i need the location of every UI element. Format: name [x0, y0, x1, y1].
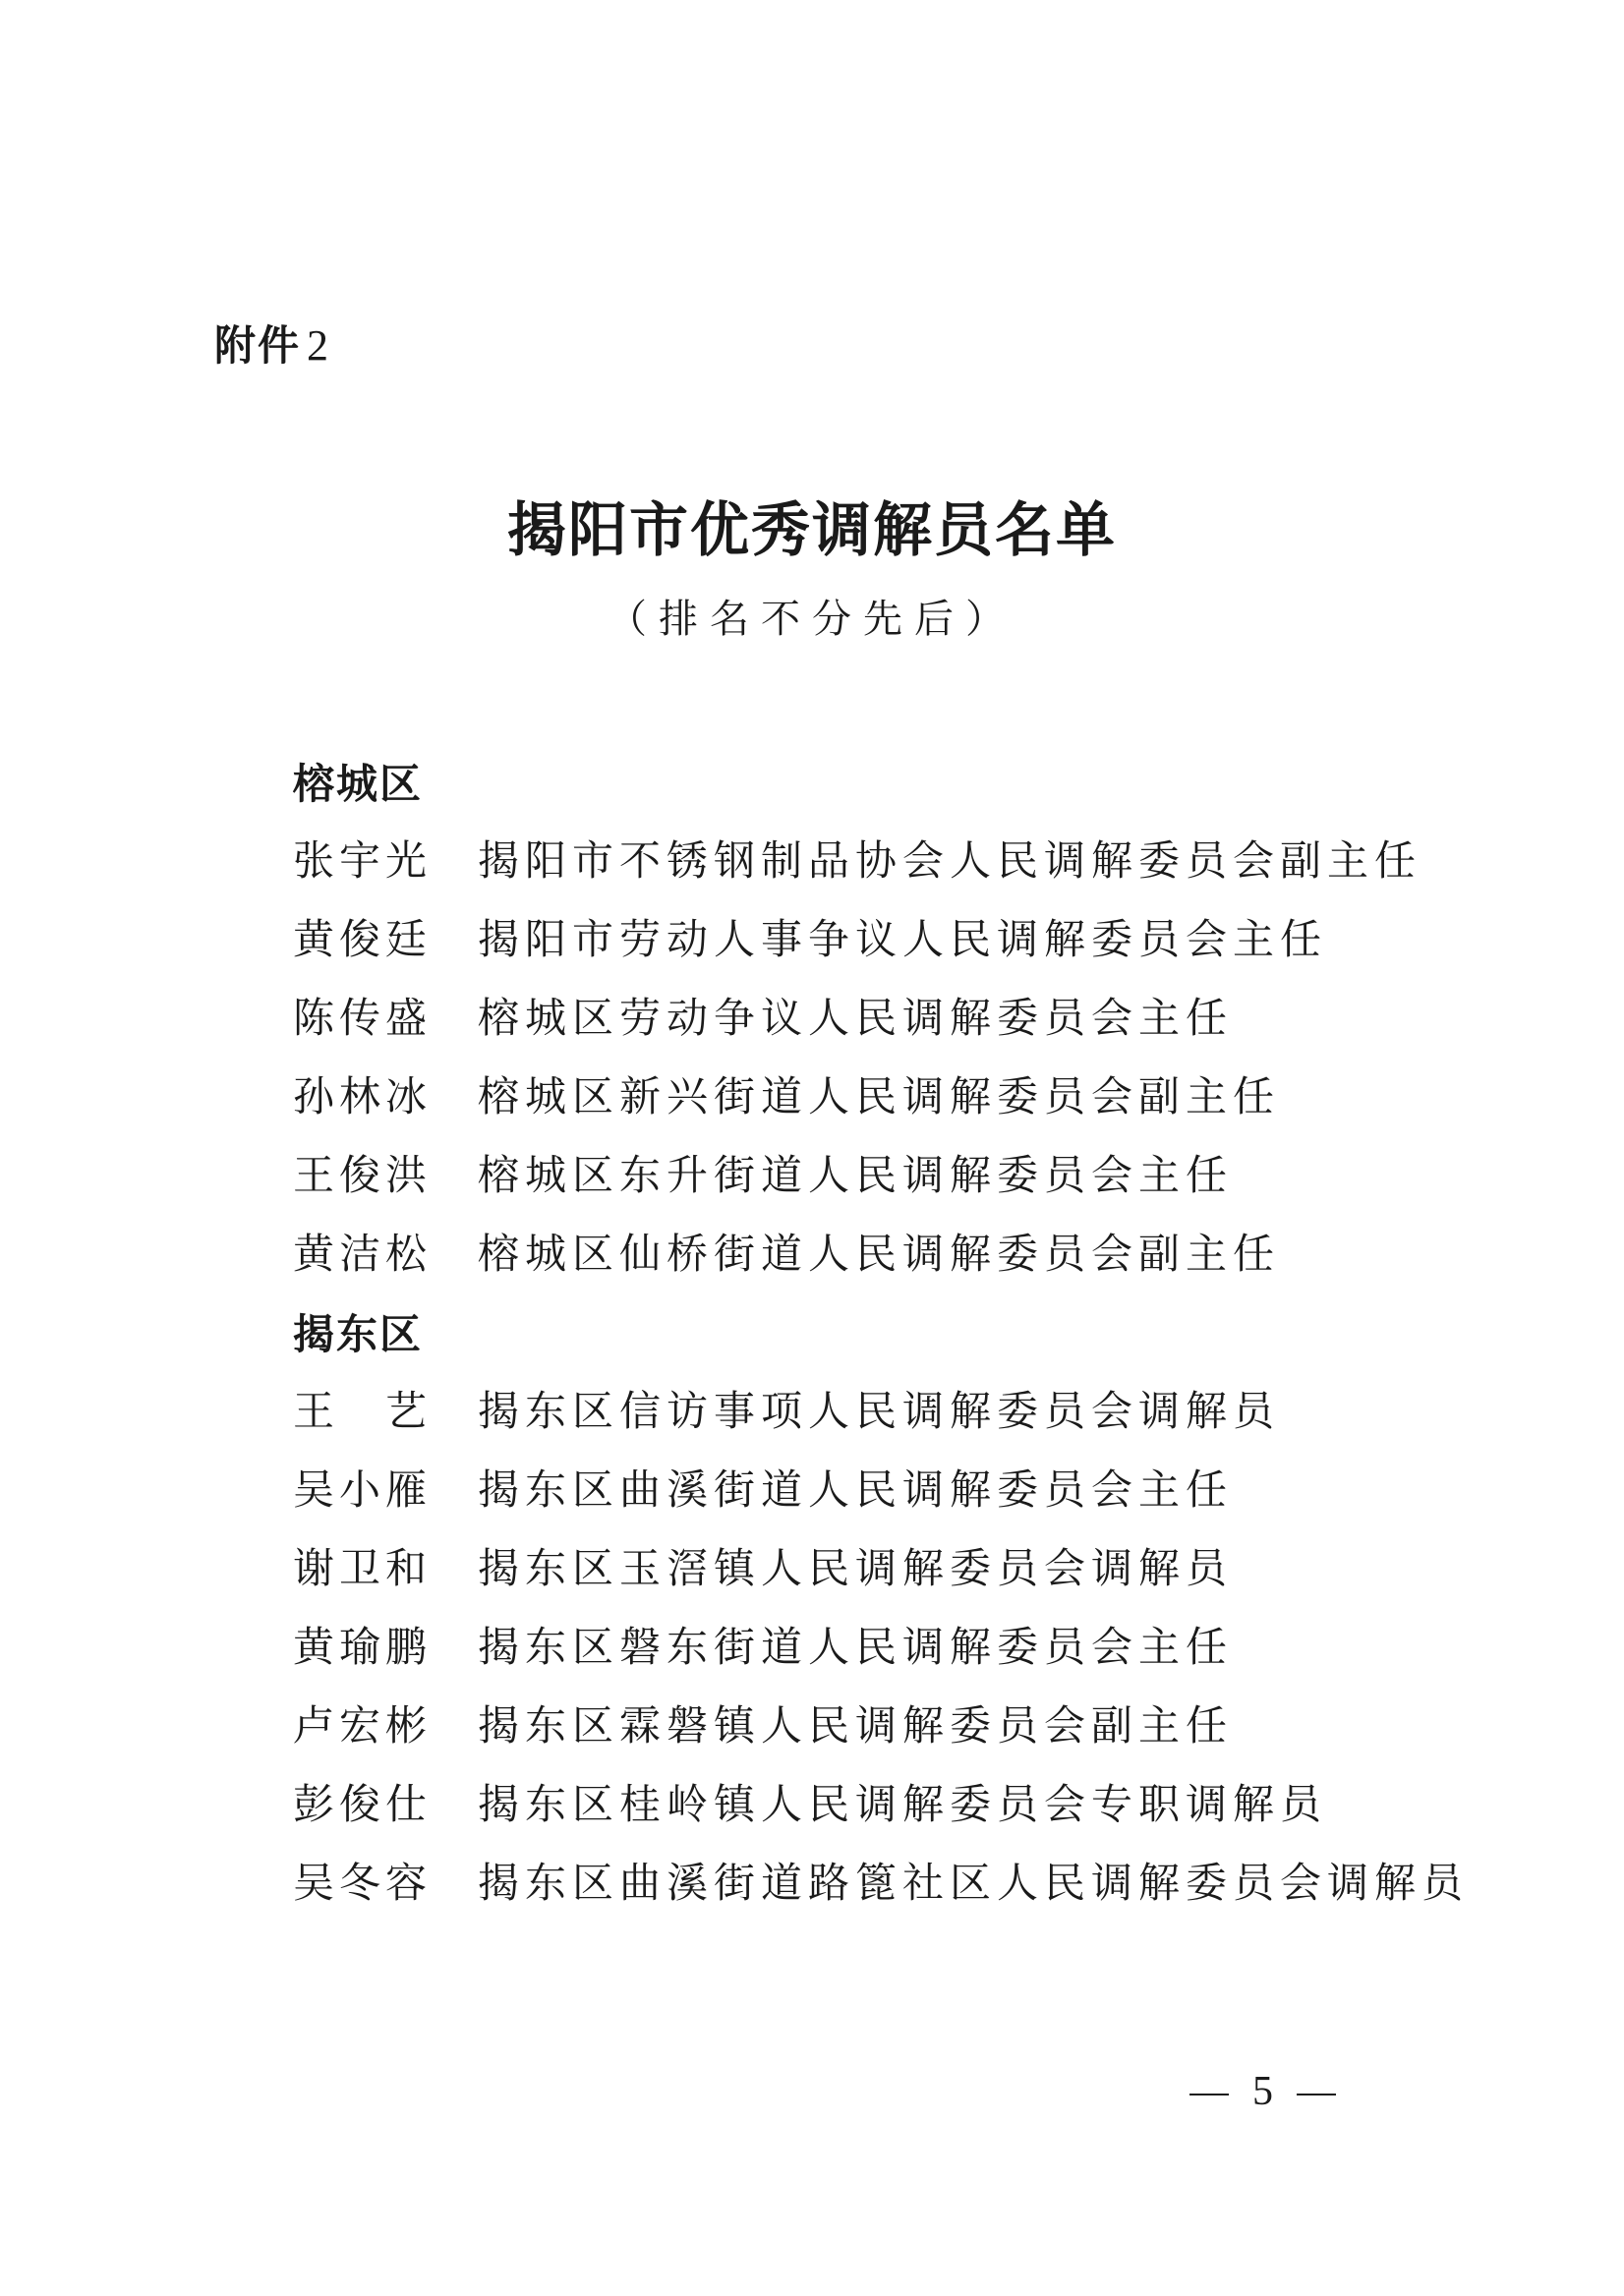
name-char: 黄	[293, 1230, 335, 1278]
name-char: 艺	[384, 1387, 427, 1435]
page-number-value: 5	[1252, 2069, 1273, 2114]
name-char: 仕	[384, 1780, 427, 1828]
mediator-name	[293, 830, 427, 892]
mediator-name	[293, 1616, 427, 1679]
name-char: 俊	[338, 1151, 380, 1199]
name-char: 张	[293, 836, 335, 885]
name-char: 彭	[293, 1780, 335, 1828]
name-char: 宇	[338, 836, 380, 885]
mediator-name	[293, 1223, 427, 1286]
name-char: 冬	[338, 1859, 380, 1907]
name-char: 廷	[384, 915, 427, 963]
name-char: 洁	[338, 1230, 380, 1278]
mediator-position: 榕城区劳动争议人民调解委员会主任	[478, 994, 1234, 1042]
mediator-name	[293, 1537, 427, 1600]
mediator-name	[293, 908, 427, 971]
name-char: 谢	[293, 1544, 335, 1592]
attachment-label	[214, 316, 330, 375]
name-char: 小	[338, 1465, 380, 1514]
name-char: 洪	[384, 1151, 427, 1199]
mediator-position: 揭东区玉滘镇人民调解委员会调解员	[478, 1544, 1234, 1592]
mediator-name	[293, 1380, 427, 1443]
mediator-position: 揭东区信访事项人民调解委员会调解员	[478, 1387, 1281, 1435]
page-dash-left	[1189, 2094, 1229, 2095]
mediator-position: 揭东区磐东街道人民调解委员会主任	[478, 1623, 1234, 1671]
name-char: 俊	[338, 915, 380, 963]
mediator-name	[293, 987, 427, 1050]
mediator-position: 揭阳市不锈钢制品协会人民调解委员会副主任	[478, 836, 1422, 885]
name-char: 林	[338, 1072, 380, 1120]
name-char: 吴	[293, 1859, 335, 1907]
name-char: 俊	[338, 1780, 380, 1828]
mediator-position: 榕城区东升街道人民调解委员会主任	[478, 1151, 1234, 1199]
document-subtitle: （排名不分先后）	[608, 597, 1016, 642]
district-heading-rongcheng: 榕城区	[293, 760, 424, 808]
name-char: 宏	[338, 1701, 380, 1750]
district-heading-jiedong: 揭东区	[293, 1310, 424, 1358]
mediator-name	[293, 1694, 427, 1757]
mediator-position: 揭东区曲溪街道路篦社区人民调解委员会调解员	[478, 1859, 1470, 1907]
mediator-name	[293, 1773, 427, 1836]
name-char: 容	[384, 1859, 427, 1907]
mediator-name	[293, 1144, 427, 1207]
page-number	[1189, 2062, 1336, 2121]
name-char: 瑜	[338, 1623, 380, 1671]
page-dash-right	[1297, 2094, 1336, 2095]
name-char: 吴	[293, 1465, 335, 1514]
mediator-position: 揭东区曲溪街道人民调解委员会主任	[478, 1465, 1234, 1514]
name-char: 卫	[338, 1544, 380, 1592]
name-char: 卢	[293, 1701, 335, 1750]
name-char: 彬	[384, 1701, 427, 1750]
mediator-position: 榕城区仙桥街道人民调解委员会副主任	[478, 1230, 1281, 1278]
mediator-position: 揭东区桂岭镇人民调解委员会专职调解员	[478, 1780, 1328, 1828]
name-char: 松	[384, 1230, 427, 1278]
name-char: 传	[338, 994, 380, 1042]
document-title: 揭阳市优秀调解员名单	[507, 496, 1117, 565]
name-char: 王	[293, 1387, 335, 1435]
name-char: 王	[293, 1151, 335, 1199]
name-char: 鹏	[384, 1623, 427, 1671]
name-char: 黄	[293, 915, 335, 963]
name-char: 黄	[293, 1623, 335, 1671]
mediator-position: 榕城区新兴街道人民调解委员会副主任	[478, 1072, 1281, 1120]
name-char: 和	[384, 1544, 427, 1592]
name-char: 光	[384, 836, 427, 885]
name-char: 雁	[384, 1465, 427, 1514]
attachment-text: 附件	[214, 321, 302, 370]
attachment-number: 2	[307, 321, 331, 370]
mediator-position: 揭阳市劳动人事争议人民调解委员会主任	[478, 915, 1328, 963]
mediator-name	[293, 1065, 427, 1128]
mediator-position: 揭东区霖磐镇人民调解委员会副主任	[478, 1701, 1234, 1750]
name-char: 盛	[384, 994, 427, 1042]
name-char: 孙	[293, 1072, 335, 1120]
name-char: 陈	[293, 994, 335, 1042]
mediator-name	[293, 1459, 427, 1521]
mediator-name	[293, 1852, 427, 1915]
name-char: 冰	[384, 1072, 427, 1120]
